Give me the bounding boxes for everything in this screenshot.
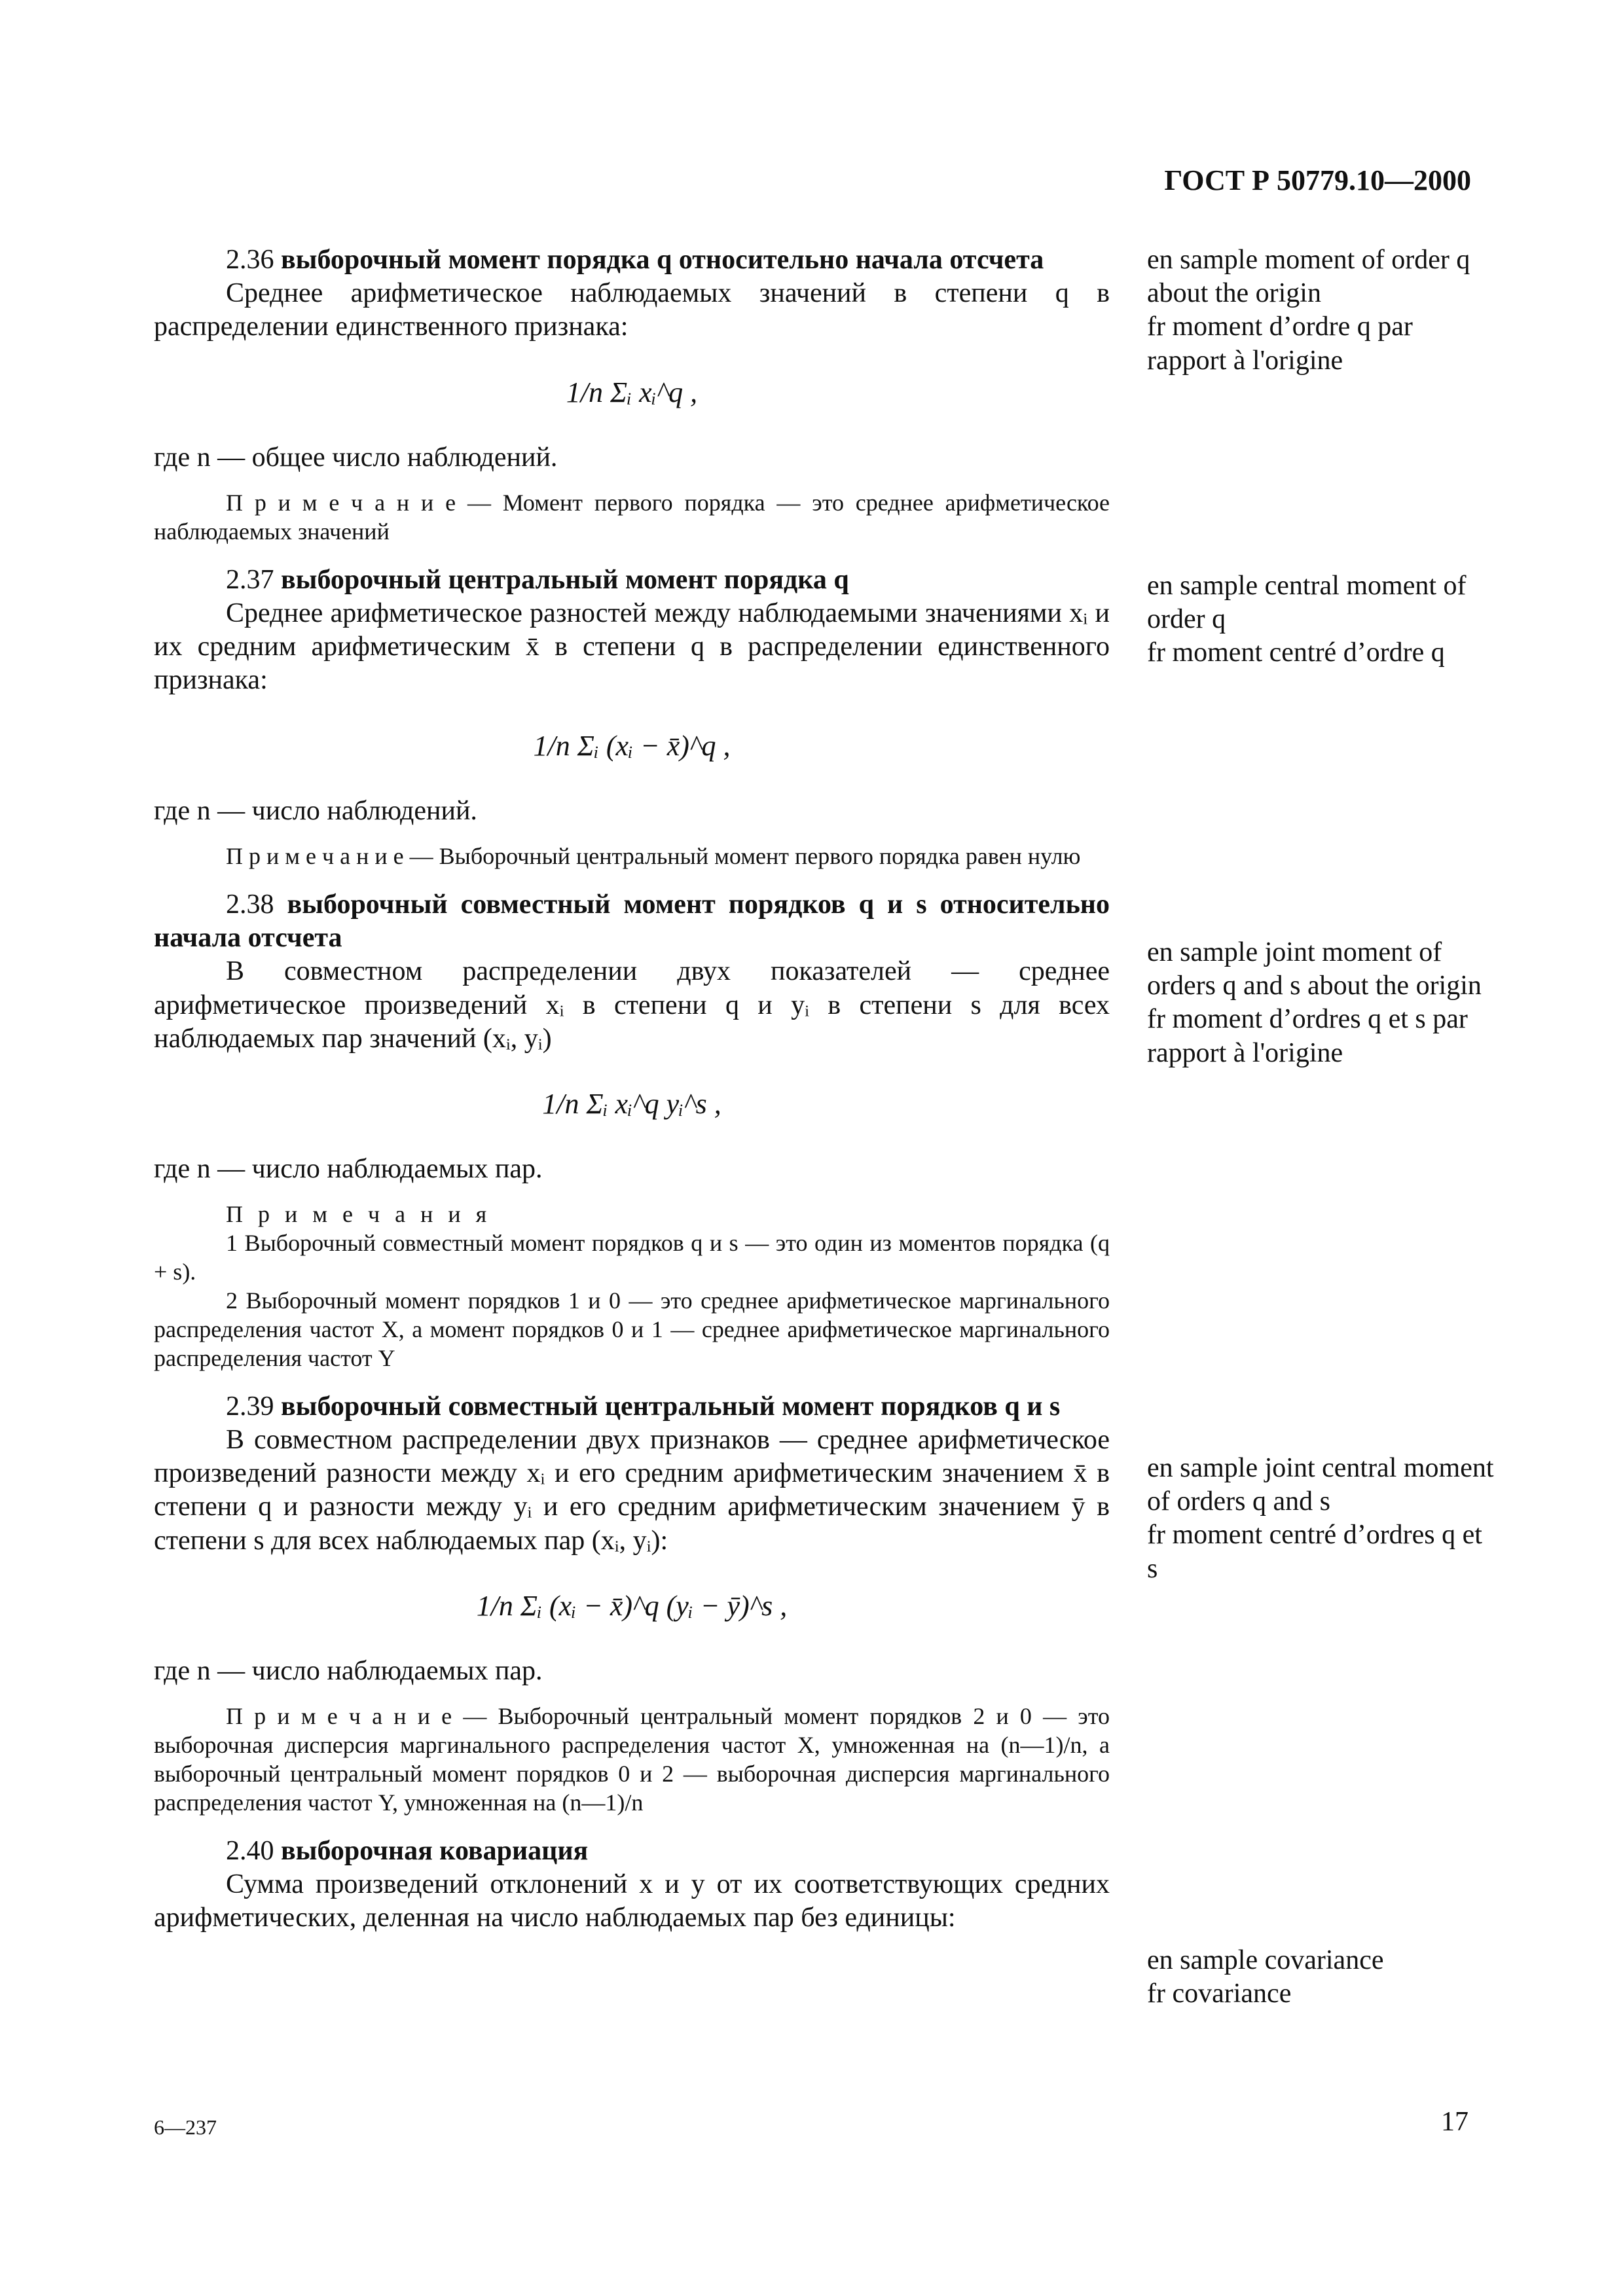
translation-en: en sample joint moment of orders q and s about the origin — [1147, 937, 1482, 1001]
formula: 1/n Σᵢ xᵢ^q yᵢ^s , — [542, 1088, 721, 1120]
translation-2-40 — [1147, 1944, 1494, 2011]
formula: 1/n Σᵢ (xᵢ − x̄)^q (yᵢ − ȳ)^s , — [476, 1589, 788, 1622]
translation-fr: fr moment d’ordre q par rapport à l'origine — [1147, 312, 1413, 376]
term-title: 2.37 выборочный центральный момент порядка q — [226, 564, 849, 595]
footer-code: 6—237 — [154, 2115, 217, 2139]
formula: 1/n Σᵢ (xᵢ − x̄)^q , — [533, 729, 731, 762]
translation-2-36 — [1147, 243, 1494, 378]
term-title: 2.40 выборочная ковариация — [226, 1835, 589, 1866]
translation-fr: fr moment centré d’ordres q et s — [1147, 1520, 1482, 1584]
note-item-2: 2 Выборочный момент порядков 1 и 0 — это среднее арифметическое маргинального распределения частот X, а момент порядков 0 и 1 — среднее арифметическое маргинального распределения частот Y — [154, 1287, 1110, 1371]
translation-2-38 — [1147, 936, 1494, 1070]
section-2-40 — [154, 1835, 1110, 1935]
note: П р и м е ч а н и е — Момент первого порядка — это среднее арифметическое наблюдаемых значений — [154, 489, 1110, 545]
note: П р и м е ч а н и е — Выборочный центральный момент первого порядка равен нулю — [226, 842, 1081, 869]
note: П р и м е ч а н и е — Выборочный центральный момент порядков 2 и 0 — это выборочная дисперсия маргинального распределения частот X, умноженная на (n—1)/n, а выборочный центральный момент порядков 0 и 2 — выборочная дисперсия маргинального распределения частот Y, умноженная на (n—1)/n — [154, 1703, 1110, 1816]
translation-fr: fr covariance — [1147, 1979, 1292, 2009]
translation-en: en sample central moment of order q — [1147, 571, 1467, 635]
where-clause: где n — число наблюдаемых пар. — [154, 1655, 543, 1686]
where-clause: где n — число наблюдений. — [154, 795, 477, 826]
translation-2-39 — [1147, 1452, 1494, 1586]
section-2-37 — [154, 564, 1110, 871]
page-number: 17 — [1441, 2107, 1468, 2137]
definition: В совместном распределении двух показателей — среднее арифметическое произведений xᵢ в степени q и yᵢ в степени s для всех наблюдаемых пар значений (xᵢ, yᵢ) — [154, 956, 1110, 1054]
translation-en: en sample covariance — [1147, 1945, 1384, 1975]
definition: Среднее арифметическое разностей между наблюдаемыми значениями xᵢ и их средним арифметическим x̄ в степени q в распределении единственного признака: — [154, 598, 1110, 696]
translation-2-37 — [1147, 569, 1494, 670]
term-title: 2.36 выборочный момент порядка q относительно начала отсчета — [226, 245, 1044, 275]
translation-en: en sample moment of order q about the origin — [1147, 245, 1470, 309]
where-clause: где n — общее число наблюдений. — [154, 442, 558, 473]
page-header: ГОСТ Р 50779.10—2000 — [1164, 164, 1471, 196]
term-title: 2.38 выборочный совместный момент порядков q и s относительно начала отсчета — [154, 889, 1110, 954]
definition: В совместном распределении двух признаков — среднее арифметическое произведений разности между xᵢ и его средним арифметическим значением x̄ в степени q и разности между yᵢ и его средним арифметическим значением ȳ в степени s для всех наблюдаемых пар (xᵢ, yᵢ): — [154, 1424, 1110, 1556]
formula: 1/n Σᵢ xᵢ^q , — [566, 376, 698, 408]
note-item-1: 1 Выборочный совместный момент порядков q и s — это один из моментов порядка (q + s). — [154, 1230, 1110, 1285]
notes-heading: П р и м е ч а н и я — [226, 1201, 492, 1228]
section-2-39 — [154, 1390, 1110, 1818]
where-clause: где n — число наблюдаемых пар. — [154, 1154, 543, 1184]
section-2-38 — [154, 888, 1110, 1373]
section-2-36 — [154, 243, 1110, 547]
translation-fr: fr moment centré d’ordre q — [1147, 637, 1445, 668]
term-title: 2.39 выборочный совместный центральный момент порядков q и s — [226, 1391, 1061, 1422]
main-column — [154, 243, 1110, 1952]
definition: Среднее арифметическое наблюдаемых значений в степени q в распределении единственного признака: — [154, 278, 1110, 342]
translation-en: en sample joint central moment of orders q and s — [1147, 1453, 1494, 1517]
translation-fr: fr moment d’ordres q et s par rapport à l'origine — [1147, 1004, 1468, 1068]
definition: Сумма произведений отклонений x и y от их соответствующих средних арифметических, деленная на число наблюдаемых пар без единицы: — [154, 1869, 1110, 1933]
